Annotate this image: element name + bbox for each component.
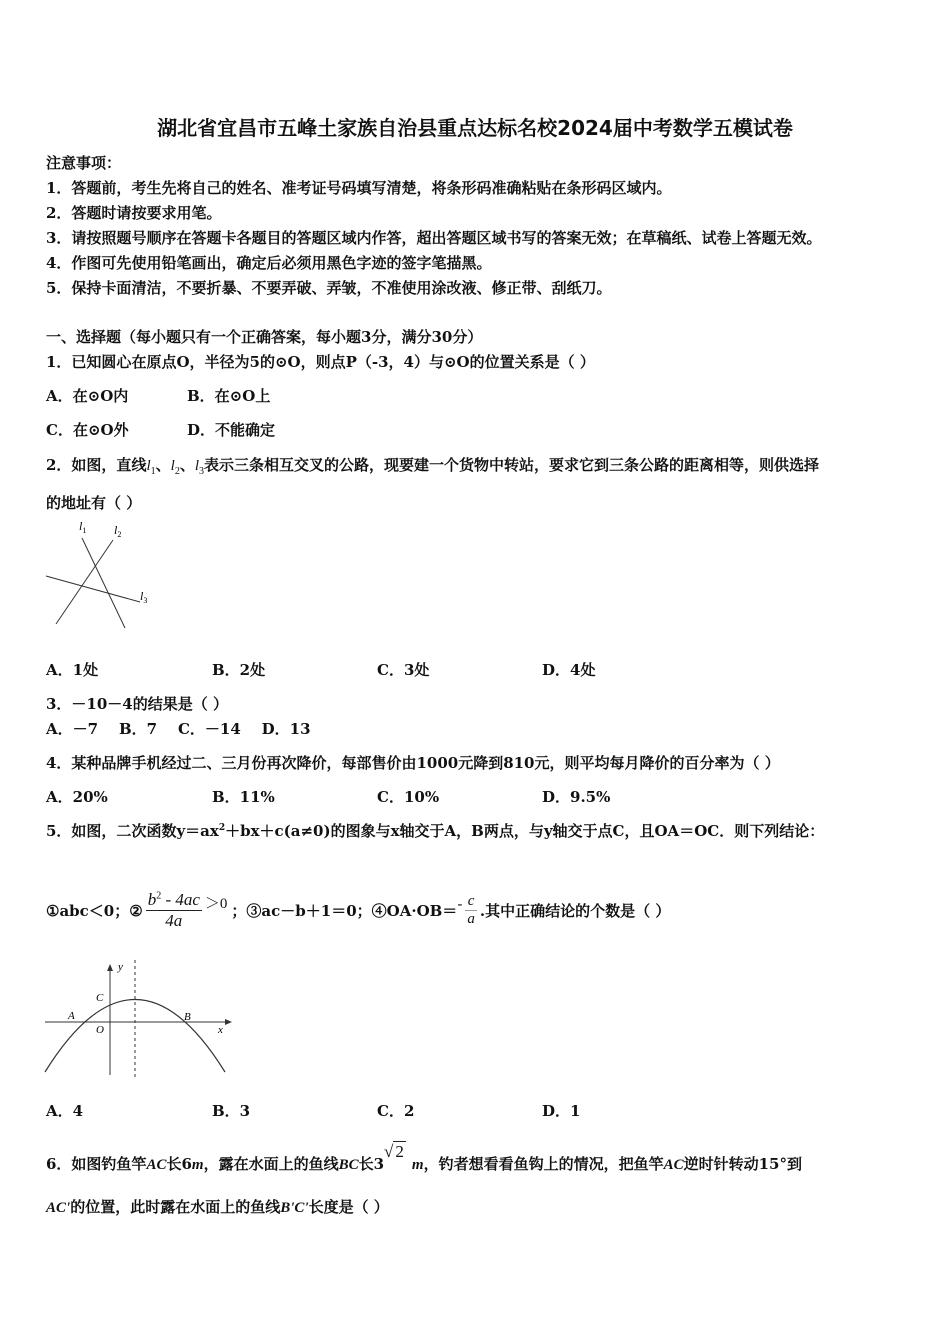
fraction-c-over-a <box>465 893 477 928</box>
unit-m: m <box>411 1157 424 1173</box>
question-3-options[interactable]: A．－7 B．7 C．－14 D．13 <box>46 720 311 738</box>
q6-text: 6．如图钓鱼竿 <box>46 1155 147 1173</box>
question-5-text-a: 5．如图，二次函数y＝ax <box>46 822 219 840</box>
question-1-stem: 1．已知圆心在原点O，半径为5的⊙O，则点P（-3，4）与⊙O的位置关系是（ ） <box>46 353 595 371</box>
question-5-option-b[interactable]: B．3 <box>212 1102 251 1120</box>
question-2-option-d[interactable]: D．4处 <box>542 661 596 679</box>
question-2-option-b[interactable]: B．2处 <box>212 661 266 679</box>
q6-text: 长3 <box>358 1155 385 1173</box>
l2-sub: 2 <box>174 466 180 477</box>
notice-item: 4．作图可先使用铅笔画出，确定后必须用黑色字迹的签字笔描黑。 <box>46 254 492 272</box>
question-5-option-d[interactable]: D．1 <box>542 1102 581 1120</box>
segment-ac-prime: AC' <box>46 1200 71 1216</box>
q6-text: ，露在水面上的鱼线 <box>203 1155 339 1173</box>
notice-item: 5．保持卡面清洁，不要折暴、不要弄破、弄皱，不准使用涂改液、修正带、刮纸刀。 <box>46 279 612 297</box>
question-1-option-d[interactable]: D．不能确定 <box>187 421 276 439</box>
greater-than-zero: ＞0 <box>204 895 228 912</box>
road-l1 <box>82 538 125 628</box>
question-5-option-c[interactable]: C．2 <box>377 1102 415 1120</box>
question-2-stem-line2: 的地址有（ ） <box>46 494 142 512</box>
notice-item: 2．答题时请按要求用笔。 <box>46 204 222 222</box>
segment-ac: AC <box>663 1157 684 1173</box>
x-axis-arrow <box>225 1019 232 1025</box>
segment-bc: BC <box>338 1157 359 1173</box>
exponent: 2 <box>218 823 226 833</box>
conclusion-1: ①abc＜0；② <box>46 901 143 920</box>
fig-label-a: A <box>68 1010 75 1022</box>
num-b: b <box>147 889 157 909</box>
question-1-option-b[interactable]: B．在⊙O上 <box>187 387 271 405</box>
fraction-denominator: 4a <box>165 910 183 930</box>
road-l2 <box>56 540 113 624</box>
line-l3-label <box>194 458 204 477</box>
question-4-option-b[interactable]: B．11% <box>212 788 275 806</box>
q6-text: 长度是（ ） <box>308 1198 389 1216</box>
fig-label-c: C <box>96 992 104 1004</box>
question-2-stem <box>46 454 819 477</box>
fig-label-l2: $l_2$ <box>114 523 122 539</box>
l3-sub: 3 <box>199 466 204 477</box>
l1-letter: l <box>146 458 151 474</box>
num-rest: - 4ac <box>161 889 200 909</box>
conclusion-tail: .其中正确结论的个数是（ ） <box>479 901 671 920</box>
page-title: 湖北省宜昌市五峰土家族自治县重点达标名校2024届中考数学五模试卷 <box>157 116 793 140</box>
fig-label-l1: $l_1$ <box>79 519 87 535</box>
q6-text: 的位置，此时露在水面上的鱼线 <box>70 1198 281 1216</box>
notice-item: 3．请按照题号顺序在答题卡各题目的答题区域内作答，超出答题区域书写的答案无效；在草稿纸、试卷上答题无效。 <box>46 229 822 247</box>
three-roads-figure <box>40 518 160 634</box>
fig-label-y: y <box>118 961 123 973</box>
fig-label-l3: $l_3$ <box>140 589 148 605</box>
num-sup: 2 <box>156 889 162 901</box>
segment-ac: AC <box>146 1157 167 1173</box>
question-5-option-a[interactable]: A．4 <box>46 1102 84 1120</box>
question-1-option-a[interactable]: A．在⊙O内 <box>46 387 129 405</box>
notice-item: 1．答题前，考生先将自己的姓名、准考证号码填写清楚，将条形码准确粘贴在条形码区域内。 <box>46 179 672 197</box>
question-1-option-c[interactable]: C．在⊙O外 <box>46 421 129 439</box>
parabola-figure <box>40 955 240 1080</box>
l2-letter: l <box>170 458 175 474</box>
question-5-text-b: ＋bx＋c(a≠0)的图象与x轴交于A，B两点，与y轴交于点C，且OA＝OC．则下列结论： <box>225 822 825 840</box>
question-5-stem <box>46 820 824 841</box>
radicand: 2 <box>395 1142 404 1161</box>
minus-sign: - <box>457 895 463 913</box>
fig-label-b: B <box>184 1011 191 1023</box>
q6-text: ，钓者想看看鱼钩上的情况，把鱼竿 <box>423 1155 664 1173</box>
sqrt-two: √ 2 <box>384 1142 404 1161</box>
sep: 、 <box>179 456 195 474</box>
section-heading: 一、选择题（每小题只有一个正确答案，每小题3分，满分30分） <box>46 328 483 346</box>
question-6-stem-line2 <box>46 1196 389 1217</box>
line-l2-label <box>170 458 180 477</box>
l1-sub: 1 <box>150 466 156 477</box>
unit-m: m <box>191 1157 204 1173</box>
question-6-stem <box>46 1134 802 1174</box>
question-4-option-a[interactable]: A．20% <box>46 788 108 806</box>
l3-letter: l <box>194 458 199 474</box>
fraction-numerator <box>146 890 202 911</box>
notice-heading: 注意事项： <box>46 154 122 172</box>
sep: 、 <box>155 456 171 474</box>
q6-text: 长6 <box>166 1155 192 1173</box>
question-2-option-c[interactable]: C．3处 <box>377 661 430 679</box>
question-2-text-b: 表示三条相互交叉的公路，现要建一个货物中转站，要求它到三条公路的距离相等，则供选择 <box>204 456 820 474</box>
question-4-stem: 4．某种品牌手机经过二、三月份再次降价，每部售价由1000元降到810元，则平均每月降价的百分率为（ ） <box>46 754 780 772</box>
question-3-stem: 3．－10－4的结果是（ ） <box>46 695 228 713</box>
conclusion-3: ；③ac－b＋1＝0；④OA·OB＝ <box>231 901 458 920</box>
question-4-option-c[interactable]: C．10% <box>377 788 440 806</box>
fraction-denominator: a <box>467 910 475 927</box>
line-l1-label <box>146 458 156 477</box>
y-axis-arrow <box>107 964 113 971</box>
question-5-conclusions <box>46 884 670 936</box>
question-2-option-a[interactable]: A．1处 <box>46 661 99 679</box>
segment-bc-prime: B'C' <box>280 1200 309 1216</box>
question-2-text-a: 2．如图，直线 <box>46 456 147 474</box>
road-l3 <box>46 576 140 602</box>
question-4-option-d[interactable]: D．9.5% <box>542 788 611 806</box>
fraction-numerator: c <box>465 893 477 911</box>
q6-text: 逆时针转动15°到 <box>683 1155 802 1173</box>
fraction-discriminant <box>146 890 202 931</box>
fig-label-o: O <box>96 1024 104 1036</box>
fig-label-x: x <box>218 1024 223 1036</box>
